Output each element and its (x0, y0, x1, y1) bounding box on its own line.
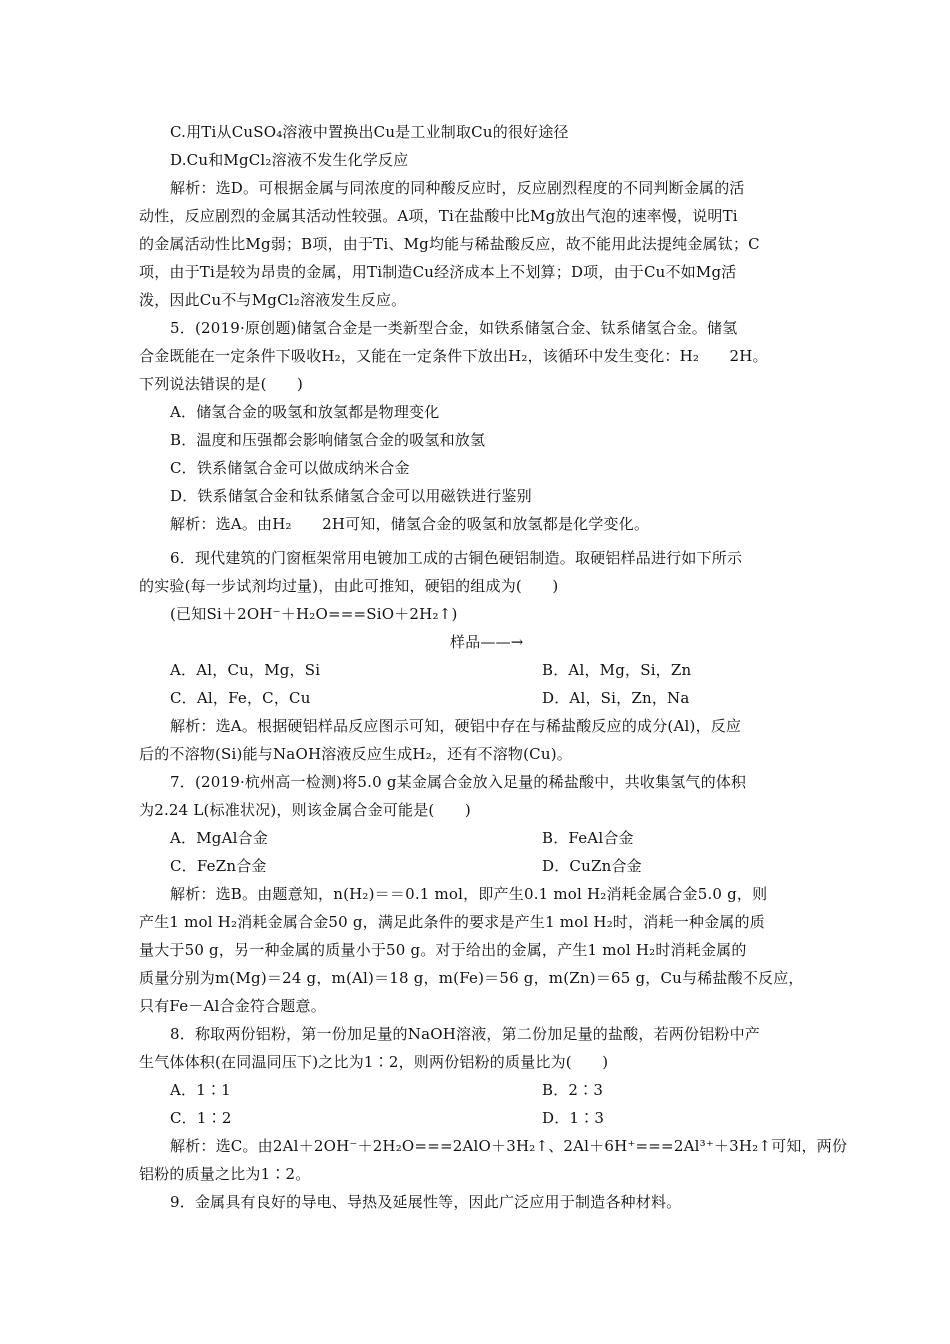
answer-7-line-1: 解析：选B。由题意知，n(H₂)＝＝0.1 mol，即产生0.1 mol H₂消耗金属合金5.0 g，则 (170, 885, 768, 903)
q6-option-d: D．Al，Si，Zn，Na (542, 689, 690, 707)
q5-option-b: B．温度和压强都会影响储氢合金的吸氢和放氢 (170, 431, 486, 449)
q7-option-c: C．FeZn合金 (170, 857, 267, 875)
answer-4-line-1: 解析：选D。可根据金属与同浓度的同种酸反应时，反应剧烈程度的不同判断金属的活 (170, 179, 745, 197)
question-6-line-1: 6．现代建筑的门窗框架常用电镀加工成的古铜色硬铝制造。取硬铝样品进行如下所示 (170, 549, 743, 567)
answer-7-line-4: 质量分别为m(Mg)＝24 g，m(Al)＝18 g，m(Fe)＝56 g，m(Zn)＝65 g，Cu与稀盐酸不反应， (139, 969, 804, 987)
q5-option-d: D．铁系储氢合金和钛系储氢合金可以用磁铁进行鉴别 (170, 487, 532, 505)
q6-figure-label: 样品——→ (450, 633, 524, 651)
question-8-line-1: 8．称取两份铝粉，第一份加足量的NaOH溶液，第二份加足量的盐酸，若两份铝粉中产 (170, 1025, 760, 1043)
answer-6-line-2: 后的不溶物(Si)能与NaOH溶液反应生成H₂，还有不溶物(Cu)。 (139, 745, 572, 763)
answer-4-line-3: 的金属活动性比Mg弱；B项，由于Ti、Mg均能与稀盐酸反应，故不能用此法提纯金属钛；C (139, 235, 760, 253)
question-8-line-2: 生气体体积(在同温同压下)之比为1∶2，则两份铝粉的质量比为( ) (139, 1053, 609, 1071)
answer-4-line-5: 泼，因此Cu不与MgCl₂溶液发生反应。 (139, 291, 407, 309)
q4-option-d: D.Cu和MgCl₂溶液不发生化学反应 (170, 151, 409, 169)
question-9: 9．金属具有良好的导电、导热及延展性等，因此广泛应用于制造各种材料。 (170, 1193, 682, 1211)
q6-option-b: B．Al，Mg，Si，Zn (542, 661, 692, 679)
answer-7-line-5: 只有Fe－Al合金符合题意。 (139, 997, 326, 1015)
q4-option-c: C.用Ti从CuSO₄溶液中置换出Cu是工业制取Cu的很好途径 (170, 123, 569, 141)
answer-7-line-2: 产生1 mol H₂消耗金属合金50 g，满足此条件的要求是产生1 mol H₂时，消耗一种金属的质 (139, 913, 765, 931)
question-5-line-2: 合金既能在一定条件下吸收H₂，又能在一定条件下放出H₂，该循环中发生变化：H₂ 2H。 (139, 347, 768, 365)
answer-7-line-3: 量大于50 g，另一种金属的质量小于50 g。对于给出的金属，产生1 mol H₂时消耗金属的 (139, 941, 747, 959)
question-6-line-2: 的实验(每一步试剂均过量)，由此可推知，硬铝的组成为( ) (139, 577, 559, 595)
question-5-line-3: 下列说法错误的是( ) (139, 375, 304, 393)
q7-option-d: D．CuZn合金 (542, 857, 642, 875)
question-5-line-1: 5．(2019·原创题)储氢合金是一类新型合金，如铁系储氢合金、钛系储氢合金。储氢 (170, 319, 738, 337)
answer-5: 解析：选A。由H₂ 2H可知，储氢合金的吸氢和放氢都是化学变化。 (170, 515, 650, 533)
question-7-line-1: 7．(2019·杭州高一检测)将5.0 g某金属合金放入足量的稀盐酸中，共收集氢气的体积 (170, 773, 747, 791)
q8-option-c: C．1∶2 (170, 1109, 232, 1127)
q6-option-c: C．Al，Fe，C，Cu (170, 689, 311, 707)
answer-8-line-1: 解析：选C。由2Al＋2OH⁻＋2H₂O===2AlO＋3H₂↑、2Al＋6H⁺===2Al³⁺＋3H₂↑可知，两份 (170, 1137, 848, 1155)
q8-option-b: B．2∶3 (542, 1081, 604, 1099)
question-7-line-2: 为2.24 L(标准状况)，则该金属合金可能是( ) (139, 801, 471, 819)
question-6-line-3: (已知Si＋2OH⁻＋H₂O===SiO＋2H₂↑) (170, 605, 458, 623)
q5-option-c: C．铁系储氢合金可以做成纳米合金 (170, 459, 410, 477)
answer-6-line-1: 解析：选A。根据硬铝样品反应图示可知，硬铝中存在与稀盐酸反应的成分(Al)，反应 (170, 717, 742, 735)
q7-option-b: B．FeAl合金 (542, 829, 634, 847)
q7-option-a: A．MgAl合金 (170, 829, 269, 847)
answer-8-line-2: 铝粉的质量之比为1∶2。 (139, 1165, 311, 1183)
q8-option-d: D．1∶3 (542, 1109, 605, 1127)
q8-option-a: A．1∶1 (170, 1081, 231, 1099)
q5-option-a: A．储氢合金的吸氢和放氢都是物理变化 (170, 403, 440, 421)
answer-4-line-2: 动性，反应剧烈的金属其活动性较强。A项，Ti在盐酸中比Mg放出气泡的速率慢，说明Ti (139, 207, 738, 225)
answer-4-line-4: 项，由于Ti是较为昂贵的金属，用Ti制造Cu经济成本上不划算；D项，由于Cu不如Mg活 (139, 263, 737, 281)
q6-option-a: A．Al，Cu，Mg，Si (170, 661, 321, 679)
